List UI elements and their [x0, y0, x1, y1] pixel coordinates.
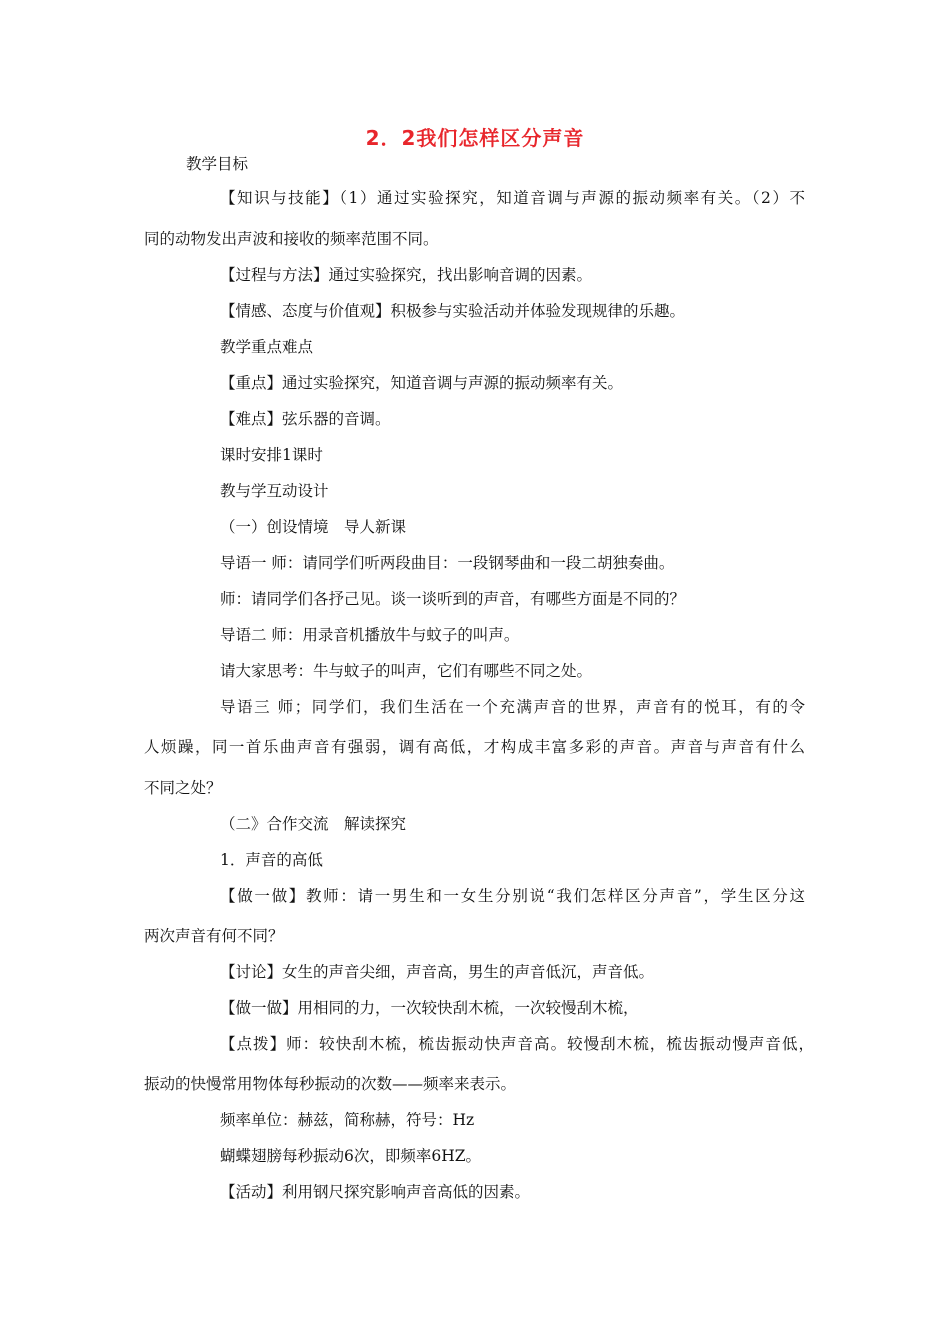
paragraph-line: 【讨论】女生的声音尖细，声音高，男生的声音低沉，声音低。 [220, 963, 655, 981]
paragraph-line: 频率单位：赫兹，简称赫，符号：Hz [220, 1111, 475, 1129]
paragraph-line: 蝴蝶翅膀每秒振动6次，即频率6HZ。 [220, 1147, 482, 1165]
paragraph-line: 【知识与技能】（1）通过实验探究，知道音调与声源的振动频率有关。（2）不 [220, 189, 805, 207]
paragraph-line: 两次声音有何不同？ [144, 927, 284, 945]
section-heading: 教学重点难点 [220, 338, 314, 356]
subsection-heading: 1．声音的高低 [220, 851, 323, 869]
paragraph-line: 课时安排1课时 [220, 446, 323, 464]
paragraph-line: 【点拨】师：较快刮木梳，梳齿振动快声音高。较慢刮木梳，梳齿振动慢声音低， [220, 1035, 814, 1053]
paragraph-line: 振动的快慢常用物体每秒振动的次数——频率来表示。 [144, 1075, 517, 1093]
paragraph-line: 导语二 师：用录音机播放牛与蚊子的叫声。 [220, 626, 520, 644]
subsection-heading: （一）创设情境 导人新课 [220, 518, 407, 536]
paragraph-line: 人烦躁，同一首乐曲声音有强弱，调有高低，才构成丰富多彩的声音。声音与声音有什么 [144, 738, 805, 756]
paragraph-line: 请大家思考：牛与蚊子的叫声，它们有哪些不同之处。 [220, 662, 593, 680]
paragraph-line: 同的动物发出声波和接收的频率范围不同。 [144, 230, 439, 248]
section-heading: 教与学互动设计 [220, 482, 329, 500]
paragraph-line: 【做一做】教师：请一男生和一女生分别说“我们怎样区分声音”，学生区分这 [220, 887, 805, 905]
paragraph-line: 【情感、态度与价值观】积极参与实验活动并体验发现规律的乐趣。 [220, 302, 686, 320]
section-heading: 教学目标 [186, 155, 249, 173]
paragraph-line: 【做一做】用相同的力，一次较快刮木梳，一次较慢刮木梳， [220, 999, 639, 1017]
paragraph-line: 师：请同学们各抒己见。谈一谈听到的声音，有哪些方面是不同的？ [220, 590, 686, 608]
page-title: 2．2我们怎样区分声音 [365, 126, 585, 150]
paragraph-line: 【难点】弦乐器的音调。 [220, 410, 391, 428]
paragraph-line: 导语一 师：请同学们听两段曲目：一段钢琴曲和一段二胡独奏曲。 [220, 554, 675, 572]
paragraph-line: 不同之处？ [144, 779, 222, 797]
paragraph-line: 【活动】利用钢尺探究影响声音高低的因素。 [220, 1183, 531, 1201]
paragraph-line: 【重点】通过实验探究，知道音调与声源的振动频率有关。 [220, 374, 624, 392]
paragraph-line: 导语三 师；同学们，我们生活在一个充满声音的世界，声音有的悦耳，有的令 [220, 698, 805, 716]
subsection-heading: （二》合作交流 解读探究 [220, 815, 407, 833]
paragraph-line: 【过程与方法】通过实验探究，找出影响音调的因素。 [220, 266, 593, 284]
